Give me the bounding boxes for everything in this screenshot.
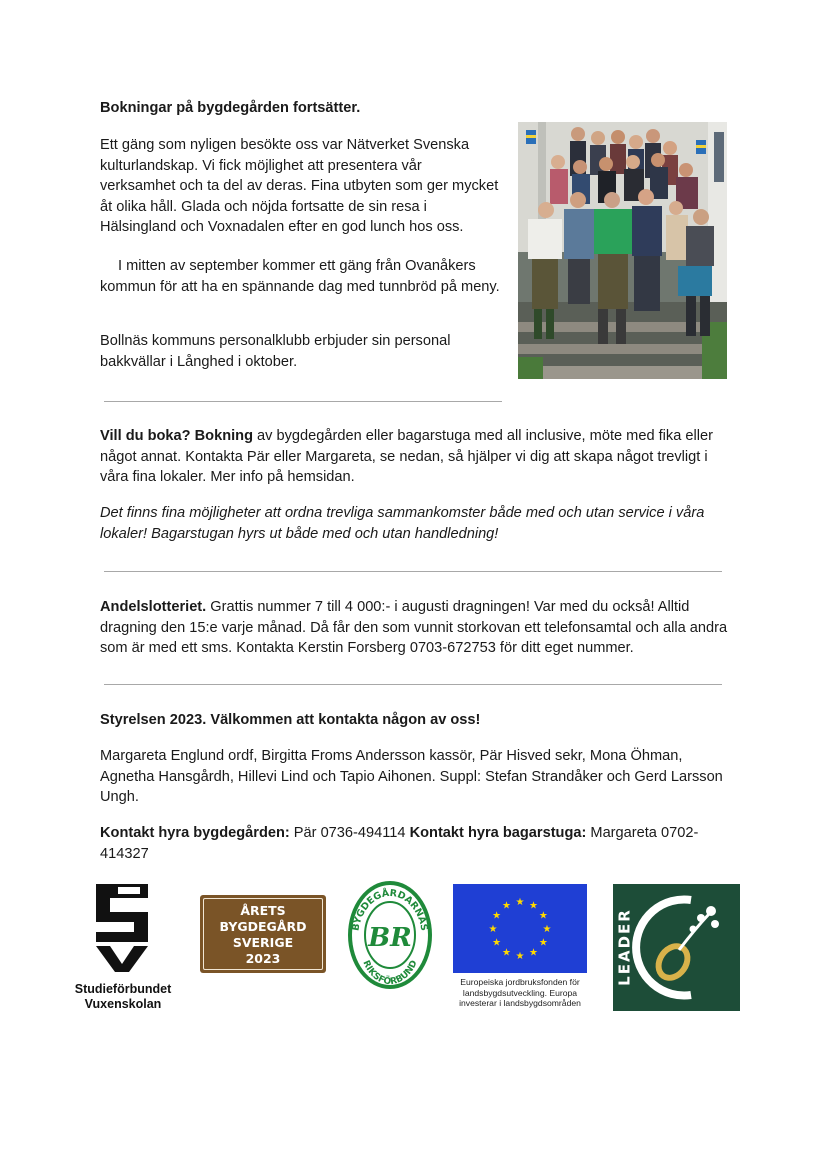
studieforbundet-vuxenskolan-logo [66,884,180,1011]
br-bottom-text: RIKSFÖRBUND [360,959,420,988]
group-photo [518,122,727,379]
eu-caption: Europeiska jordbruksfonden för landsbygdsutveckling. Europa investerar i landsbygdsområden [459,977,581,1008]
eu-stars [453,884,587,973]
bygdegardarnas-riksforbund-logo [347,880,433,990]
arets-line2: BYGDEGÅRD [219,919,307,934]
sv-name-line1: Studieförbundet [74,981,172,996]
section2-italic: Det finns fina möjligheter att ordna trevliga sammankomster både med och utan service i våra lokaler! Bagarstugan hyrs ut både med och utan handledning! [100,505,705,542]
arets-line4: 2023 [245,951,281,966]
section1-heading: Bokningar på bygdegården fortsätter. [100,100,361,116]
br-letters: BR [368,923,412,953]
divider-1 [104,401,502,402]
eu-star-icon: ★ [502,900,511,912]
br-top-text: BYGDEGÅRDARNAS [350,887,430,932]
eu-star-icon: ★ [529,947,538,959]
contact-info [100,823,730,864]
section1-paragraph-1: Ett gäng som nyligen besökte oss var Nätverket Svenska kulturlandskap. Vi fick möjlighet att presentera vår verksamhet och ta del av deras. Fina utbyten som ger mycket åt olika håll. Glada och nöjda fortsatte de sin resa i Hälsingland och Voxnadalen efter en god lunch hos oss. [100,137,499,235]
leader-logo [613,884,740,1011]
section2-paragraph [100,426,730,488]
lottery-lead: Andelslotteriet. [100,599,207,615]
section3-paragraph [100,597,730,659]
booking-lead-2: Bokning [194,428,253,444]
arets-bygdegard-badge [200,895,326,973]
sv-name-line2: Vuxenskolan [84,996,162,1011]
contact-hall-value: Pär 0736-494114 [289,825,410,841]
board-members: Margareta Englund ordf, Birgitta Froms Andersson kassör, Pär Hisved sekr, Mona Öhman, Agnetha Hansgårdh, Hillevi Lind och Tapio Aihonen. Suppl: Stefan Strandåker och Gerd Larsson Ungh. [100,748,723,805]
leader-emblem [613,884,740,1011]
section1-paragraph-2: I mitten av september kommer ett gäng från Ovanåkers kommun för att ha en spännande dag med tunnbröd på meny. [100,258,500,295]
eu-star-icon: ★ [492,937,502,949]
leader-text: LEADER [615,908,634,986]
contact-hall-label: Kontakt hyra bygdegården: [100,825,290,841]
group-photo-illustration [518,122,727,379]
divider-3 [104,684,722,685]
eu-star-icon: ★ [538,910,548,922]
sv-emblem [66,884,180,974]
eu-star-icon: ★ [502,947,511,959]
booking-lead-1: Vill du boka? [100,428,191,444]
booking-text: av bygdegården eller bagarstuga med all inclusive, möte med fika eller något annat. Kontakta Pär eller Margareta, se nedan, så hjälper vi dig att skapa något trevligt i våra fina lokaler. Mer info på hemsidan. [100,428,713,485]
eu-star-icon: ★ [515,897,525,908]
eu-star-icon: ★ [542,924,552,935]
eu-star-icon: ★ [529,900,538,912]
contact-bakery-value: Margareta 0702-414327 [100,825,699,862]
eu-fund-logo [453,884,587,1009]
eu-star-icon: ★ [538,937,548,949]
section1-paragraph-3: Bollnäs kommuns personalklubb erbjuder sin personal bakkvällar i Långhed i oktober. [100,333,451,370]
board-heading: Styrelsen 2023. Välkommen att kontakta någon av oss! [100,712,481,728]
eu-star-icon: ★ [488,924,498,935]
lottery-text: Grattis nummer 7 till 4 000:- i augusti dragningen! Var med du också! Alltid dragning den 15:e varje månad. Då får den som vunnit storkovan ett telefonsamtal och alla andra som är med ett sms. Kontakta Kerstin Forsberg 0703-672753 för ditt eget nummer. [100,599,728,656]
divider-2 [104,571,722,572]
eu-star-icon: ★ [515,951,525,962]
br-seal [347,880,433,990]
arets-line3: SVERIGE [232,935,294,950]
eu-flag [453,884,587,973]
contact-bakery-label: Kontakt hyra bagarstuga: [409,825,587,841]
arets-line1: ÅRETS [240,903,286,918]
eu-star-icon: ★ [492,910,502,922]
